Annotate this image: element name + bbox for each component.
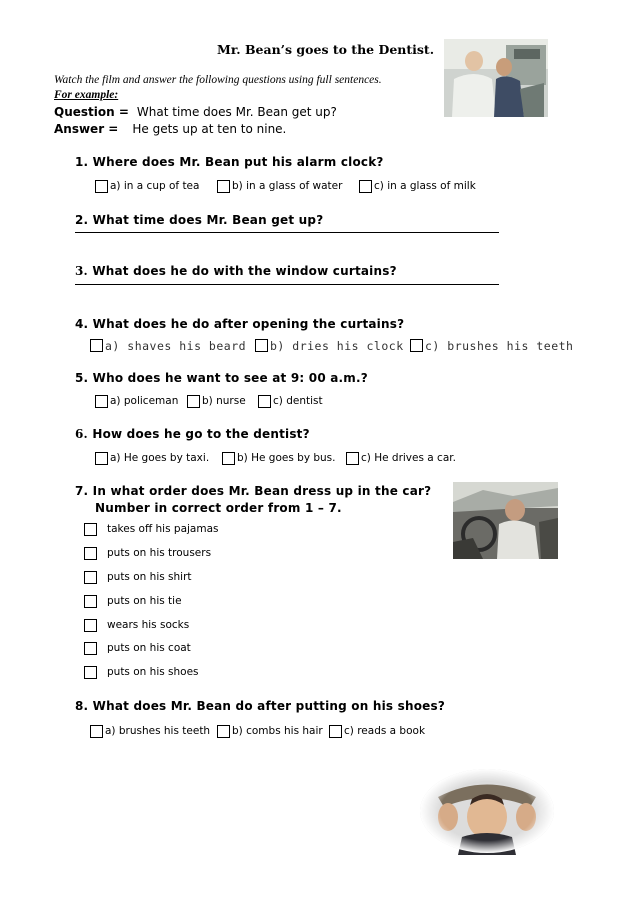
checkbox[interactable]: [84, 523, 97, 536]
q1-option-c[interactable]: c) in a glass of milk: [359, 180, 476, 193]
answer-line-3[interactable]: [75, 284, 499, 285]
order-item[interactable]: puts on his shoes: [84, 666, 199, 679]
answer-line-2[interactable]: [75, 232, 499, 233]
checkbox[interactable]: [255, 339, 268, 352]
q6-option-a[interactable]: a) He goes by taxi.: [95, 452, 209, 465]
checkbox[interactable]: [187, 395, 200, 408]
checkbox[interactable]: [95, 452, 108, 465]
car-photo: [453, 482, 558, 559]
q8-option-a[interactable]: a) brushes his teeth: [90, 725, 210, 738]
q1-option-a[interactable]: a) in a cup of tea: [95, 180, 199, 193]
checkbox[interactable]: [84, 571, 97, 584]
order-item[interactable]: takes off his pajamas: [84, 523, 219, 536]
checkbox[interactable]: [84, 595, 97, 608]
checkbox[interactable]: [95, 180, 108, 193]
page-title: Mr. Bean’s goes to the Dentist.: [217, 42, 435, 57]
checkbox[interactable]: [359, 180, 372, 193]
checkbox[interactable]: [90, 339, 103, 352]
checkbox[interactable]: [346, 452, 359, 465]
order-item[interactable]: wears his socks: [84, 619, 189, 632]
order-item[interactable]: puts on his trousers: [84, 547, 211, 560]
q4-option-c[interactable]: c) brushes his teeth: [410, 339, 573, 353]
q4-option-b[interactable]: b) dries his clock: [255, 339, 404, 353]
example-question: [54, 105, 337, 119]
mr-bean-oval-photo: [418, 767, 556, 855]
q8-option-b[interactable]: b) combs his hair: [217, 725, 323, 738]
checkbox[interactable]: [217, 725, 230, 738]
order-item[interactable]: puts on his tie: [84, 595, 182, 608]
q8-option-c[interactable]: c) reads a book: [329, 725, 425, 738]
checkbox[interactable]: [90, 725, 103, 738]
example-question-label: Question =: [54, 105, 129, 119]
checkbox[interactable]: [329, 725, 342, 738]
dentist-photo: [444, 39, 548, 117]
order-item[interactable]: puts on his shirt: [84, 571, 192, 584]
example-question-text: What time does Mr. Bean get up?: [136, 105, 337, 119]
example-heading: For example:: [54, 89, 119, 101]
question-8: 8. What does Mr. Bean do after putting on his shoes?: [75, 699, 446, 713]
question-7-subtext: Number in correct order from 1 – 7.: [95, 501, 342, 515]
q6-option-b[interactable]: b) He goes by bus.: [222, 452, 336, 465]
example-answer: [54, 122, 286, 136]
checkbox[interactable]: [410, 339, 423, 352]
checkbox[interactable]: [84, 547, 97, 560]
checkbox[interactable]: [222, 452, 235, 465]
question-6: 6. How does he go to the dentist?: [75, 427, 310, 441]
checkbox[interactable]: [258, 395, 271, 408]
checkbox[interactable]: [84, 619, 97, 632]
checkbox[interactable]: [84, 666, 97, 679]
q4-option-a[interactable]: a) shaves his beard: [90, 339, 246, 353]
checkbox[interactable]: [217, 180, 230, 193]
q5-option-c[interactable]: c) dentist: [258, 395, 323, 408]
question-1: 1. Where does Mr. Bean put his alarm clock?: [75, 155, 384, 169]
q1-option-b[interactable]: b) in a glass of water: [217, 180, 342, 193]
question-3: 3. What does he do with the window curtains?: [75, 264, 397, 278]
order-item[interactable]: puts on his coat: [84, 642, 191, 655]
example-answer-text: He gets up at ten to nine.: [132, 122, 287, 136]
example-answer-label: Answer =: [54, 122, 119, 136]
question-2: 2. What time does Mr. Bean get up?: [75, 213, 324, 227]
q5-option-a[interactable]: a) policeman: [95, 395, 178, 408]
question-7: 7. In what order does Mr. Bean dress up in the car?: [75, 484, 432, 498]
instructions: Watch the film and answer the following questions using full sentences.: [54, 74, 382, 86]
checkbox[interactable]: [84, 642, 97, 655]
question-4: 4. What does he do after opening the curtains?: [75, 317, 405, 331]
q5-option-b[interactable]: b) nurse: [187, 395, 246, 408]
checkbox[interactable]: [95, 395, 108, 408]
question-5: 5. Who does he want to see at 9: 00 a.m.?: [75, 371, 368, 385]
q6-option-c[interactable]: c) He drives a car.: [346, 452, 456, 465]
